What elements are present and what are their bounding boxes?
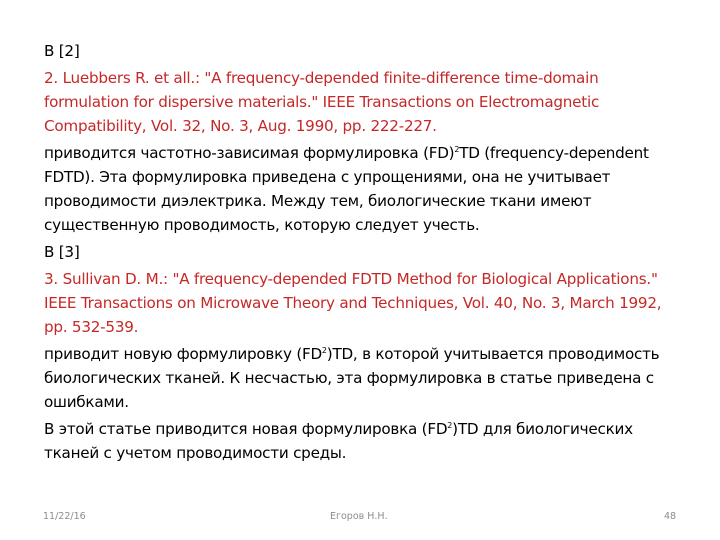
text-segment: приводит новую формулировку (FD bbox=[44, 345, 322, 363]
text-segment: )TD, в которой учитывается проводимость биологических тканей. К несчастью, эта формулировка в статье приведена с ошибками. bbox=[44, 345, 660, 411]
paragraph-new-formulation bbox=[44, 342, 684, 414]
text-segment: TD (frequency-dependent FDTD). Эта формулировка приведена с упрощениями, она не учитывает проводимости диэлектрика. Между тем, биологические ткани имеют существенную проводимость, которую следует учесть. bbox=[44, 144, 649, 234]
paragraph-intro-ref-2: В [2] bbox=[44, 42, 80, 60]
footer-author: Егоров Н.Н. bbox=[330, 511, 388, 522]
superscript: 2 bbox=[447, 421, 453, 430]
paragraph-conclusion bbox=[44, 417, 684, 465]
reference-luebbers: 2. Luebbers R. et all.: "A frequency-depended finite-difference time-domain formulation for dispersive materials." IEEE Transactions on Electromagnetic Compatibility, Vol. 32, No. 3, Aug. 1990, pp. 222-227. bbox=[44, 69, 600, 135]
footer-date: 11/22/16 bbox=[43, 511, 86, 522]
superscript: 2 bbox=[454, 145, 460, 154]
paragraph-intro-ref-3: В [3] bbox=[44, 243, 80, 261]
text-segment: приводится частотно-зависимая формулировка (FD) bbox=[44, 144, 455, 162]
paragraph-fd2td-description bbox=[44, 141, 684, 237]
text-segment: )TD для биологических тканей с учетом проводимости среды. bbox=[44, 420, 633, 462]
text-segment: В этой статье приводится новая формулировка (FD bbox=[44, 420, 448, 438]
superscript: 2 bbox=[321, 346, 327, 355]
reference-sullivan: 3. Sullivan D. M.: "A frequency-depended FDTD Method for Biological Applications." IEEE Transactions on Microwave Theory and Techniques, Vol. 40, No. 3, March 1992, pp. 532-539. bbox=[44, 270, 662, 336]
slide-content bbox=[44, 39, 684, 468]
footer-page-number: 48 bbox=[664, 511, 677, 522]
